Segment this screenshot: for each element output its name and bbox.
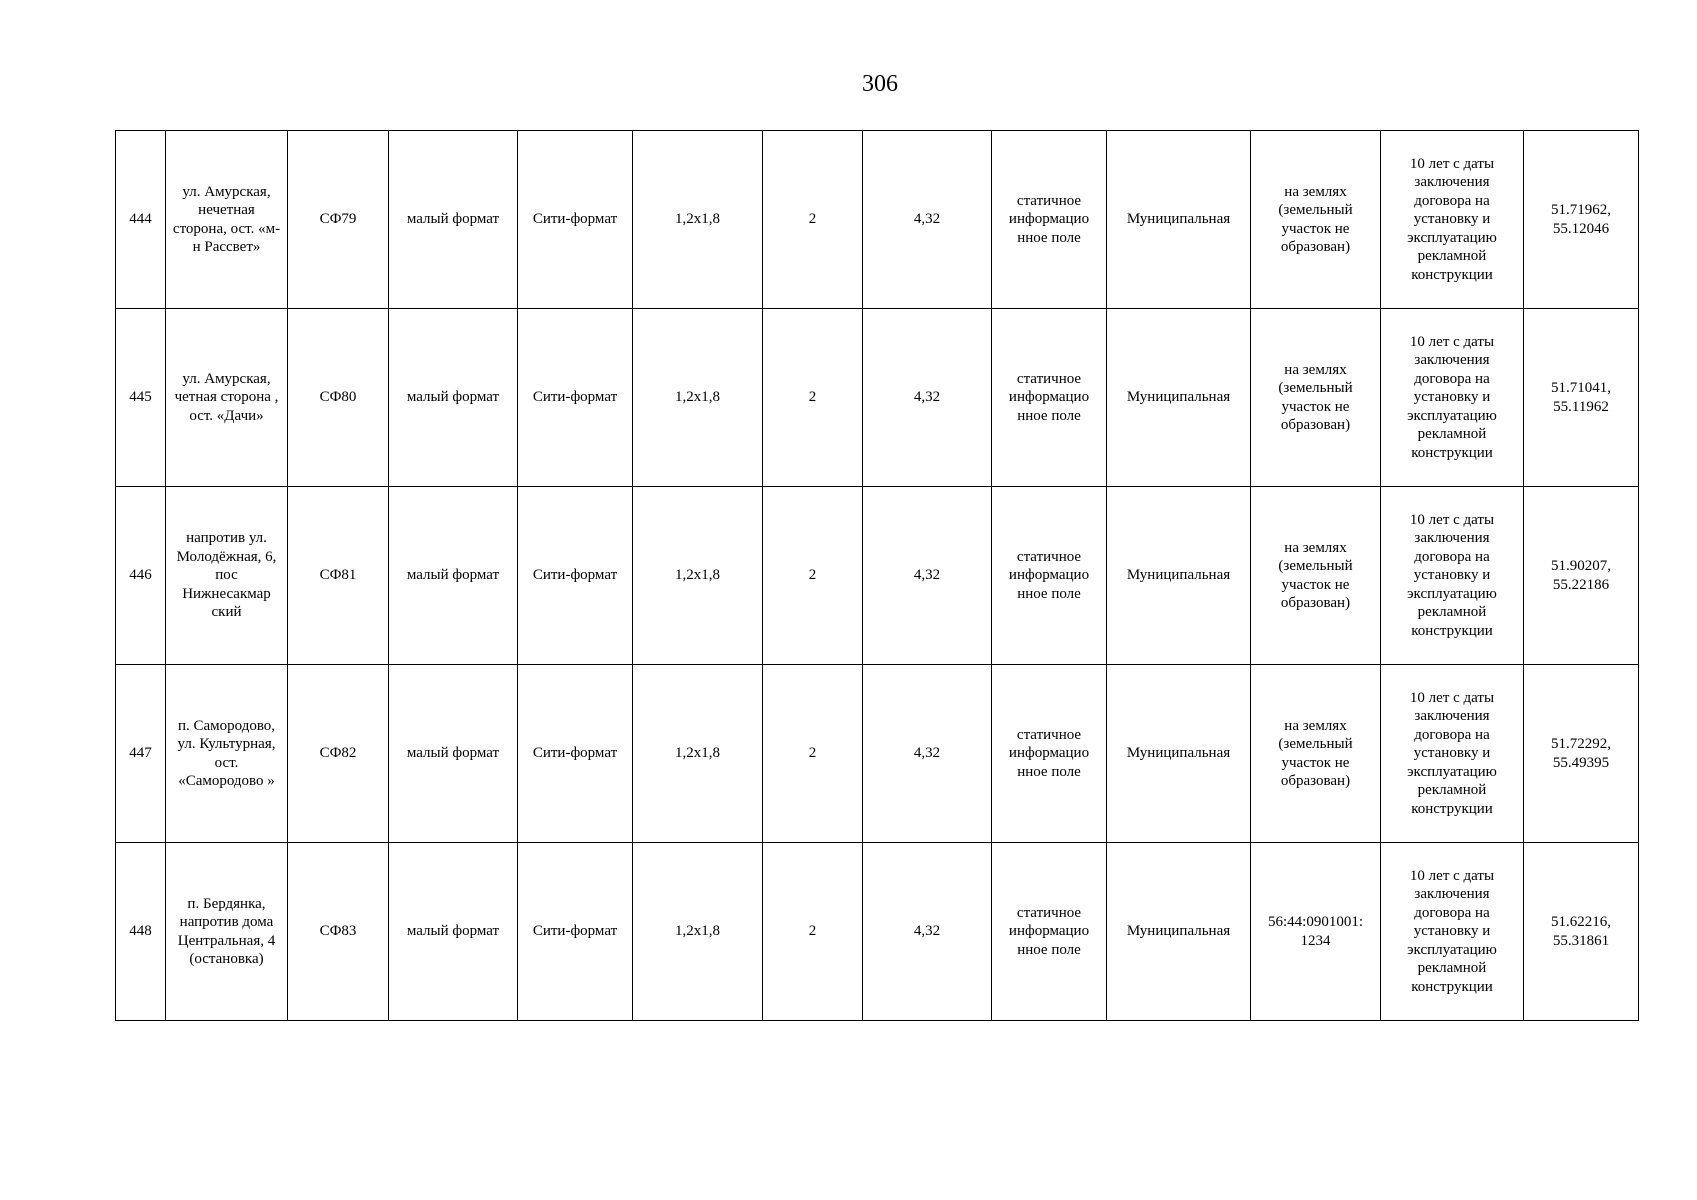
cell-number: 448 bbox=[116, 843, 166, 1021]
cell-size: 1,2х1,8 bbox=[633, 487, 763, 665]
cell-code: СФ82 bbox=[288, 665, 389, 843]
cell-info-field: статичное информацио нное поле bbox=[992, 665, 1107, 843]
cell-sides: 2 bbox=[763, 309, 863, 487]
cell-size: 1,2х1,8 bbox=[633, 843, 763, 1021]
cell-info-field: статичное информацио нное поле bbox=[992, 131, 1107, 309]
cell-land: на землях (земельный участок не образован) bbox=[1251, 131, 1381, 309]
cell-ownership: Муниципальная bbox=[1107, 665, 1251, 843]
cell-term: 10 лет с даты заключения договора на установку и эксплуатацию рекламной конструкции bbox=[1381, 309, 1524, 487]
cell-area: 4,32 bbox=[863, 309, 992, 487]
cell-coordinates: 51.72292, 55.49395 bbox=[1524, 665, 1639, 843]
cell-info-field: статичное информацио нное поле bbox=[992, 843, 1107, 1021]
cell-land: на землях (земельный участок не образован) bbox=[1251, 487, 1381, 665]
cell-code: СФ80 bbox=[288, 309, 389, 487]
cell-ownership: Муниципальная bbox=[1107, 487, 1251, 665]
cell-code: СФ79 bbox=[288, 131, 389, 309]
cell-number: 447 bbox=[116, 665, 166, 843]
cell-size: 1,2х1,8 bbox=[633, 309, 763, 487]
cell-term: 10 лет с даты заключения договора на установку и эксплуатацию рекламной конструкции bbox=[1381, 843, 1524, 1021]
cell-area: 4,32 bbox=[863, 665, 992, 843]
cell-coordinates: 51.71041, 55.11962 bbox=[1524, 309, 1639, 487]
cell-info-field: статичное информацио нное поле bbox=[992, 487, 1107, 665]
cell-format: малый формат bbox=[389, 843, 518, 1021]
cell-land: 56:44:0901001: 1234 bbox=[1251, 843, 1381, 1021]
cell-land: на землях (земельный участок не образован) bbox=[1251, 665, 1381, 843]
cell-coordinates: 51.90207, 55.22186 bbox=[1524, 487, 1639, 665]
table-row bbox=[116, 131, 1639, 309]
cell-type: Сити-формат bbox=[518, 843, 633, 1021]
cell-size: 1,2х1,8 bbox=[633, 665, 763, 843]
page-number: 306 bbox=[862, 71, 898, 97]
cell-ownership: Муниципальная bbox=[1107, 309, 1251, 487]
cell-address: ул. Амурская, четная сторона , ост. «Дачи» bbox=[166, 309, 288, 487]
cell-ownership: Муниципальная bbox=[1107, 131, 1251, 309]
advertising-structures-table bbox=[115, 130, 1639, 1021]
table-row bbox=[116, 309, 1639, 487]
cell-land: на землях (земельный участок не образован) bbox=[1251, 309, 1381, 487]
cell-size: 1,2х1,8 bbox=[633, 131, 763, 309]
table-row bbox=[116, 487, 1639, 665]
cell-term: 10 лет с даты заключения договора на установку и эксплуатацию рекламной конструкции bbox=[1381, 665, 1524, 843]
cell-sides: 2 bbox=[763, 665, 863, 843]
cell-format: малый формат bbox=[389, 487, 518, 665]
cell-type: Сити-формат bbox=[518, 665, 633, 843]
cell-format: малый формат bbox=[389, 309, 518, 487]
cell-coordinates: 51.71962, 55.12046 bbox=[1524, 131, 1639, 309]
cell-number: 446 bbox=[116, 487, 166, 665]
cell-address: напротив ул. Молодёжная, 6, пос Нижнесакмар ский bbox=[166, 487, 288, 665]
cell-ownership: Муниципальная bbox=[1107, 843, 1251, 1021]
cell-format: малый формат bbox=[389, 131, 518, 309]
cell-format: малый формат bbox=[389, 665, 518, 843]
cell-term: 10 лет с даты заключения договора на установку и эксплуатацию рекламной конструкции bbox=[1381, 131, 1524, 309]
cell-address: ул. Амурская, нечетная сторона, ост. «м-н Рассвет» bbox=[166, 131, 288, 309]
cell-coordinates: 51.62216, 55.31861 bbox=[1524, 843, 1639, 1021]
cell-info-field: статичное информацио нное поле bbox=[992, 309, 1107, 487]
cell-sides: 2 bbox=[763, 487, 863, 665]
cell-type: Сити-формат bbox=[518, 131, 633, 309]
cell-type: Сити-формат bbox=[518, 487, 633, 665]
cell-code: СФ83 bbox=[288, 843, 389, 1021]
cell-sides: 2 bbox=[763, 843, 863, 1021]
cell-address: п. Бердянка, напротив дома Центральная, 4 (остановка) bbox=[166, 843, 288, 1021]
cell-area: 4,32 bbox=[863, 131, 992, 309]
table-row bbox=[116, 665, 1639, 843]
table-row bbox=[116, 843, 1639, 1021]
cell-sides: 2 bbox=[763, 131, 863, 309]
cell-area: 4,32 bbox=[863, 843, 992, 1021]
cell-code: СФ81 bbox=[288, 487, 389, 665]
cell-term: 10 лет с даты заключения договора на установку и эксплуатацию рекламной конструкции bbox=[1381, 487, 1524, 665]
cell-area: 4,32 bbox=[863, 487, 992, 665]
cell-number: 445 bbox=[116, 309, 166, 487]
cell-address: п. Самородово, ул. Культурная, ост. «Самородово » bbox=[166, 665, 288, 843]
cell-type: Сити-формат bbox=[518, 309, 633, 487]
cell-number: 444 bbox=[116, 131, 166, 309]
